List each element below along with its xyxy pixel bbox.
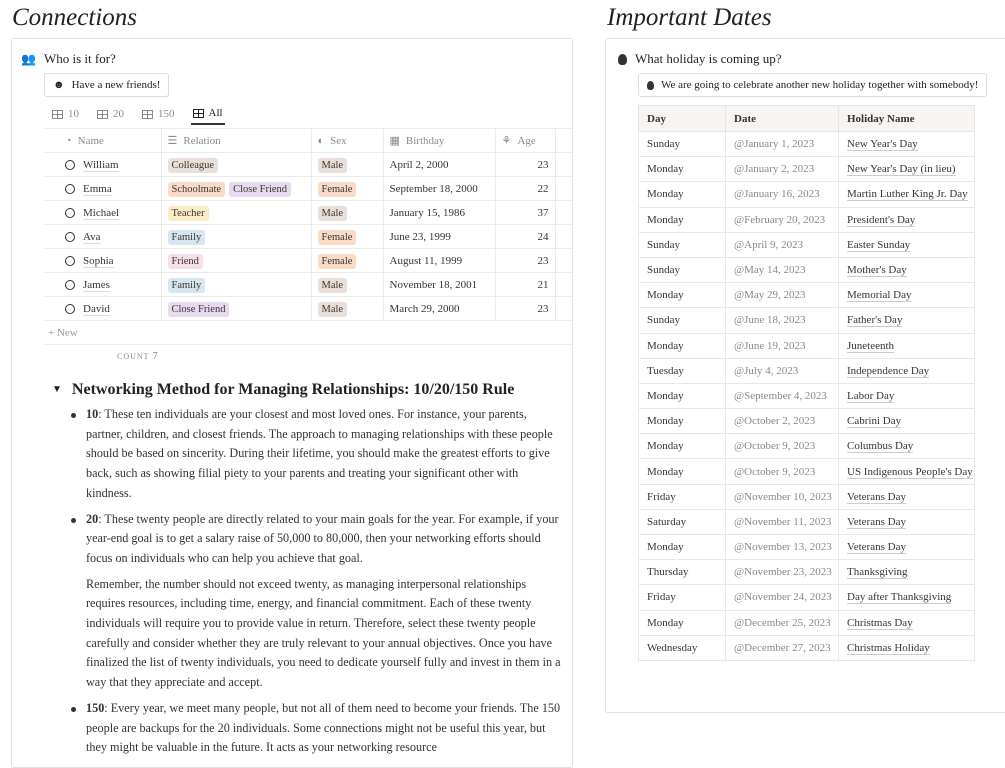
birthday-cell[interactable]: June 23, 1999	[383, 225, 495, 249]
column-label: Sex	[330, 134, 347, 147]
sex-cell[interactable]	[311, 201, 383, 225]
column-header-extra[interactable]	[555, 129, 573, 153]
relation-tag: Family	[168, 278, 206, 293]
day-cell: Monday	[639, 610, 726, 635]
date-mention[interactable]: @November 10, 2023	[726, 484, 839, 509]
database-and-notes	[45, 128, 573, 764]
day-cell: Sunday	[639, 132, 726, 157]
rule-item-20	[70, 510, 566, 693]
holiday-row	[639, 434, 975, 459]
name-cell[interactable]	[45, 249, 161, 273]
sex-cell[interactable]	[311, 153, 383, 177]
name-cell[interactable]	[45, 273, 161, 297]
holiday-row	[639, 182, 975, 207]
holiday-row	[639, 257, 975, 282]
holiday-cell	[839, 182, 975, 207]
sex-cell[interactable]	[311, 249, 383, 273]
age-cell[interactable]: 37	[495, 201, 555, 225]
day-cell: Monday	[639, 459, 726, 484]
important-dates-title: Important Dates	[607, 4, 772, 31]
holiday-cell	[839, 610, 975, 635]
tab-label: All	[208, 107, 223, 119]
date-mention[interactable]: @November 11, 2023	[726, 509, 839, 534]
day-cell: Friday	[639, 585, 726, 610]
holiday-row	[639, 157, 975, 182]
person-icon	[65, 160, 75, 170]
day-cell: Monday	[639, 157, 726, 182]
person-name[interactable]: James	[83, 278, 110, 291]
age-cell[interactable]: 23	[495, 249, 555, 273]
date-mention[interactable]: @January 2, 2023	[726, 157, 839, 182]
holiday-link[interactable]: Easter Sunday	[847, 238, 911, 251]
holiday-link[interactable]: Juneteenth	[847, 339, 895, 352]
extra-cell[interactable]	[555, 153, 573, 177]
birthday-cell[interactable]: April 2, 2000	[383, 153, 495, 177]
person-name[interactable]: Michael	[83, 206, 120, 219]
person-icon	[65, 304, 75, 314]
date-mention[interactable]: @October 9, 2023	[726, 459, 839, 484]
table-row[interactable]	[45, 201, 573, 225]
holiday-link[interactable]: Veterans Day	[847, 515, 906, 528]
holiday-link[interactable]: Memorial Day	[847, 289, 912, 302]
date-mention[interactable]: @November 23, 2023	[726, 560, 839, 585]
column-icon: ⚘	[501, 135, 512, 147]
holiday-cell	[839, 434, 975, 459]
callout-text: Have a new friends!	[71, 79, 161, 91]
rule-paragraph	[86, 405, 566, 504]
holiday-row	[639, 409, 975, 434]
new-friends-callout[interactable]	[44, 73, 169, 97]
holiday-cell	[839, 132, 975, 157]
tab-20[interactable]	[95, 103, 126, 125]
rule-text: : These twenty people are directly related to your main goals for the year. For example, if your year-end goal is to get a salary raise of 50,000 to 80,000, then your networking efforts should focus on individuals who can help you achieve that goal.	[86, 511, 559, 565]
holiday-link[interactable]: Veterans Day	[847, 490, 906, 503]
date-mention[interactable]: @October 2, 2023	[726, 409, 839, 434]
toggle-triangle-icon[interactable]: ▼	[52, 384, 62, 395]
person-icon	[65, 280, 75, 290]
date-mention[interactable]: @December 27, 2023	[726, 635, 839, 660]
person-icon	[65, 184, 75, 194]
holiday-column-header: Holiday Name	[839, 106, 975, 132]
column-header-sex[interactable]	[311, 129, 383, 153]
relation-tag: Family	[168, 230, 206, 245]
rule-list	[70, 405, 566, 758]
holiday-cell	[839, 308, 975, 333]
day-cell: Monday	[639, 434, 726, 459]
callout-text: We are going to celebrate another new holiday together with somebody!	[661, 79, 979, 91]
day-cell: Monday	[639, 182, 726, 207]
column-label: Relation	[183, 135, 221, 147]
day-cell: Monday	[639, 207, 726, 232]
rule-key: 20	[86, 511, 99, 526]
tab-label: 150	[158, 108, 175, 120]
dates-panel	[605, 38, 1005, 713]
column-label: Age	[517, 135, 536, 147]
column-label: Birthday	[405, 135, 445, 147]
holiday-row	[639, 308, 975, 333]
tab-150[interactable]	[140, 103, 177, 125]
holiday-link[interactable]: President's Day	[847, 213, 916, 226]
day-cell: Monday	[639, 283, 726, 308]
holiday-cell	[839, 635, 975, 660]
day-cell: Sunday	[639, 308, 726, 333]
name-cell[interactable]	[45, 225, 161, 249]
date-mention[interactable]: @November 24, 2023	[726, 585, 839, 610]
people-icon: 👥	[21, 51, 36, 66]
person-name[interactable]: William	[83, 158, 119, 171]
column-label: Name	[77, 134, 104, 147]
person-name[interactable]: Sophia	[83, 254, 114, 267]
relation-tag: Colleague	[168, 158, 219, 173]
birthday-cell[interactable]: September 18, 2000	[383, 177, 495, 201]
holiday-row	[639, 232, 975, 257]
question-text: Who is it for?	[43, 51, 116, 66]
tab-all[interactable]	[191, 103, 225, 125]
age-cell[interactable]: 23	[495, 153, 555, 177]
count-summary	[45, 345, 573, 369]
day-cell: Wednesday	[639, 635, 726, 660]
holiday-row	[639, 535, 975, 560]
rule-item-150	[70, 699, 566, 758]
holiday-cell	[839, 207, 975, 232]
age-cell[interactable]: 24	[495, 225, 555, 249]
rule-paragraph	[86, 510, 566, 569]
person-icon	[65, 256, 75, 266]
holiday-link[interactable]: Cabrini Day	[847, 415, 902, 428]
person-icon	[65, 208, 75, 218]
who-question	[21, 51, 116, 67]
connections-panel	[11, 38, 573, 768]
extra-cell[interactable]	[555, 249, 573, 273]
date-mention[interactable]: @January 1, 2023	[726, 132, 839, 157]
holiday-cell	[839, 484, 975, 509]
rule-text: : Every year, we meet many people, but not all of them need to become your friends. The 150 people are backups for the 20 individuals. Some connections might not be useful this year, but they might be valuable in the future. It acts as your networking resource	[86, 700, 561, 755]
sex-tag: Male	[318, 158, 348, 173]
date-mention[interactable]: @May 14, 2023	[726, 257, 839, 282]
holiday-cell	[839, 560, 975, 585]
day-cell: Friday	[639, 484, 726, 509]
new-row-button[interactable]: + New	[45, 321, 573, 345]
holiday-row	[639, 383, 975, 408]
holiday-link[interactable]: Veterans Day	[847, 541, 906, 554]
column-icon: ▦	[389, 135, 400, 147]
holiday-cell	[839, 383, 975, 408]
holiday-cell	[839, 409, 975, 434]
holiday-row	[639, 358, 975, 383]
date-mention[interactable]: @November 13, 2023	[726, 535, 839, 560]
column-header-age[interactable]	[495, 129, 555, 153]
holiday-cell	[839, 232, 975, 257]
question-text: What holiday is coming up?	[635, 51, 782, 66]
column-icon: ☰	[167, 135, 178, 147]
holiday-cell	[839, 257, 975, 282]
holiday-link[interactable]: New Year's Day (in lieu)	[847, 163, 956, 176]
people-table	[45, 128, 573, 321]
rule-paragraph	[86, 699, 566, 758]
person-name[interactable]: Emma	[83, 182, 112, 195]
table-icon	[193, 109, 204, 118]
holiday-link[interactable]: Martin Luther King Jr. Day	[847, 188, 968, 201]
person-icon	[65, 232, 75, 242]
holiday-cell	[839, 358, 975, 383]
count-value: 7	[152, 351, 158, 362]
table-row[interactable]	[45, 249, 573, 273]
date-mention[interactable]: @June 19, 2023	[726, 333, 839, 358]
holiday-link[interactable]: New Year's Day	[847, 138, 918, 151]
extra-cell[interactable]	[555, 273, 573, 297]
column-header-relation[interactable]	[161, 129, 311, 153]
day-cell: Sunday	[639, 232, 726, 257]
holiday-link[interactable]: Labor Day	[847, 389, 895, 402]
age-cell[interactable]: 21	[495, 273, 555, 297]
day-cell: Monday	[639, 333, 726, 358]
day-cell: Tuesday	[639, 358, 726, 383]
sex-tag: Female	[318, 254, 357, 269]
relation-tag: Friend	[168, 254, 203, 269]
holiday-row	[639, 459, 975, 484]
date-mention[interactable]: @April 9, 2023	[726, 232, 839, 257]
relation-cell[interactable]	[161, 153, 311, 177]
column-icon: ◐	[317, 134, 325, 147]
sex-cell[interactable]	[311, 225, 383, 249]
date-mention[interactable]: @July 4, 2023	[726, 358, 839, 383]
relation-cell[interactable]	[161, 297, 311, 321]
balloon-icon	[618, 54, 627, 65]
table-row[interactable]	[45, 273, 573, 297]
holiday-cell	[839, 157, 975, 182]
relation-tag: Close Friend	[168, 302, 230, 317]
rule-text: Remember, the number should not exceed twenty, as managing interpersonal relationships requires resources, including time, energy, and financial commitment. Each of these twenty individuals will require you to provide value in return. Therefore, select these twenty people carefully and consider whether they are truly relevant to your annual objectives. Once you have finalized the list of twenty individuals, you need to dedicate yourself fully and invest in them in a way that they appreciate and accept.	[86, 576, 561, 690]
holiday-row	[639, 207, 975, 232]
holiday-link[interactable]: Father's Day	[847, 314, 903, 327]
extra-cell[interactable]	[555, 177, 573, 201]
table-icon	[97, 110, 108, 119]
table-row[interactable]	[45, 297, 573, 321]
holiday-cell	[839, 459, 975, 484]
holiday-link[interactable]: Mother's Day	[847, 264, 907, 277]
sex-tag: Female	[318, 182, 357, 197]
holiday-cell	[839, 509, 975, 534]
holiday-row	[639, 610, 975, 635]
tab-label: 20	[113, 108, 124, 120]
balloon-icon	[647, 81, 654, 90]
name-cell[interactable]	[45, 297, 161, 321]
day-cell: Monday	[639, 409, 726, 434]
smiley-icon: ☻	[53, 79, 65, 91]
rule-text: : These ten individuals are your closest and most loved ones. For instance, your parents, partner, children, and closest friends. The approach to managing relationships with these people should be based on sincerity. During their lifetime, you should make the greatest efforts to give back, such as showing filial piety to your parents and treating your significant other with kindness.	[86, 407, 553, 500]
holiday-row	[639, 509, 975, 534]
new-label: New	[56, 327, 78, 339]
connections-title: Connections	[12, 4, 137, 31]
holiday-row	[639, 635, 975, 660]
column-header-birthday[interactable]	[383, 129, 495, 153]
relation-cell[interactable]	[161, 177, 311, 201]
view-tabs	[50, 103, 225, 125]
holiday-link[interactable]: Day after Thanksgiving	[847, 591, 952, 604]
holiday-row	[639, 132, 975, 157]
birthday-cell[interactable]: March 29, 2000	[383, 297, 495, 321]
table-icon	[142, 110, 153, 119]
holiday-link[interactable]: Christmas Day	[847, 616, 913, 629]
rule-paragraph	[86, 575, 566, 693]
relation-cell[interactable]	[161, 249, 311, 273]
holiday-column-header: Day	[639, 106, 726, 132]
person-name[interactable]: David	[83, 302, 110, 315]
name-cell[interactable]	[45, 153, 161, 177]
relation-tag: Close Friend	[229, 182, 291, 197]
extra-cell[interactable]	[555, 297, 573, 321]
table-icon	[52, 110, 63, 119]
sex-tag: Male	[318, 278, 348, 293]
age-cell[interactable]: 22	[495, 177, 555, 201]
sex-cell[interactable]	[311, 297, 383, 321]
name-cell[interactable]	[45, 201, 161, 225]
rule-item-10	[70, 405, 566, 504]
date-mention[interactable]: @June 18, 2023	[726, 308, 839, 333]
holiday-row	[639, 560, 975, 585]
column-header-name[interactable]	[45, 129, 161, 153]
tab-10[interactable]	[50, 103, 81, 125]
holiday-link[interactable]: Columbus Day	[847, 440, 914, 453]
relation-tag: Schoolmate	[168, 182, 226, 197]
table-row[interactable]	[45, 153, 573, 177]
holiday-row	[639, 484, 975, 509]
heading-text: Networking Method for Managing Relationships: 10/20/150 Rule	[71, 381, 515, 398]
birthday-cell[interactable]: January 15, 1986	[383, 201, 495, 225]
name-cell[interactable]	[45, 177, 161, 201]
date-mention[interactable]: @May 29, 2023	[726, 283, 839, 308]
person-name[interactable]: Ava	[83, 230, 101, 243]
holiday-table	[638, 105, 975, 661]
holiday-question	[618, 51, 782, 67]
holiday-link[interactable]: Christmas Holiday	[847, 641, 930, 654]
day-cell: Thursday	[639, 560, 726, 585]
day-cell: Sunday	[639, 257, 726, 282]
day-cell: Saturday	[639, 509, 726, 534]
holiday-link[interactable]: US Indigenous People's Day	[847, 465, 973, 478]
column-icon: ◔	[65, 134, 72, 147]
holiday-cell	[839, 535, 975, 560]
birthday-cell[interactable]: August 11, 1999	[383, 249, 495, 273]
sex-tag: Male	[318, 302, 348, 317]
holiday-link[interactable]: Thanksgiving	[847, 566, 908, 579]
date-mention[interactable]: @September 4, 2023	[726, 383, 839, 408]
holiday-row	[639, 333, 975, 358]
date-mention[interactable]: @October 9, 2023	[726, 434, 839, 459]
extra-cell[interactable]	[555, 225, 573, 249]
holiday-cell	[839, 585, 975, 610]
birthday-cell[interactable]: November 18, 2001	[383, 273, 495, 297]
holiday-row	[639, 585, 975, 610]
sex-cell[interactable]	[311, 273, 383, 297]
extra-cell[interactable]	[555, 201, 573, 225]
sex-cell[interactable]	[311, 177, 383, 201]
date-mention[interactable]: @December 25, 2023	[726, 610, 839, 635]
rule-key: 10	[86, 407, 99, 421]
date-mention[interactable]: @February 20, 2023	[726, 207, 839, 232]
sex-tag: Female	[318, 230, 357, 245]
holiday-cell	[839, 333, 975, 358]
rule-key: 150	[86, 700, 105, 715]
count-label: COUNT	[117, 352, 150, 361]
relation-cell[interactable]	[161, 273, 311, 297]
tab-label: 10	[68, 108, 79, 120]
sex-tag: Male	[318, 206, 348, 221]
networking-heading[interactable]	[52, 379, 573, 401]
day-cell: Monday	[639, 383, 726, 408]
relation-tag: Teacher	[168, 206, 209, 221]
relation-cell[interactable]	[161, 201, 311, 225]
table-row[interactable]	[45, 177, 573, 201]
holiday-column-header: Date	[726, 106, 839, 132]
holiday-callout[interactable]	[638, 73, 987, 97]
holiday-link[interactable]: Independence Day	[847, 364, 930, 377]
relation-cell[interactable]	[161, 225, 311, 249]
date-mention[interactable]: @January 16, 2023	[726, 182, 839, 207]
holiday-row	[639, 283, 975, 308]
age-cell[interactable]: 23	[495, 297, 555, 321]
holiday-cell	[839, 283, 975, 308]
table-row[interactable]	[45, 225, 573, 249]
day-cell: Monday	[639, 535, 726, 560]
